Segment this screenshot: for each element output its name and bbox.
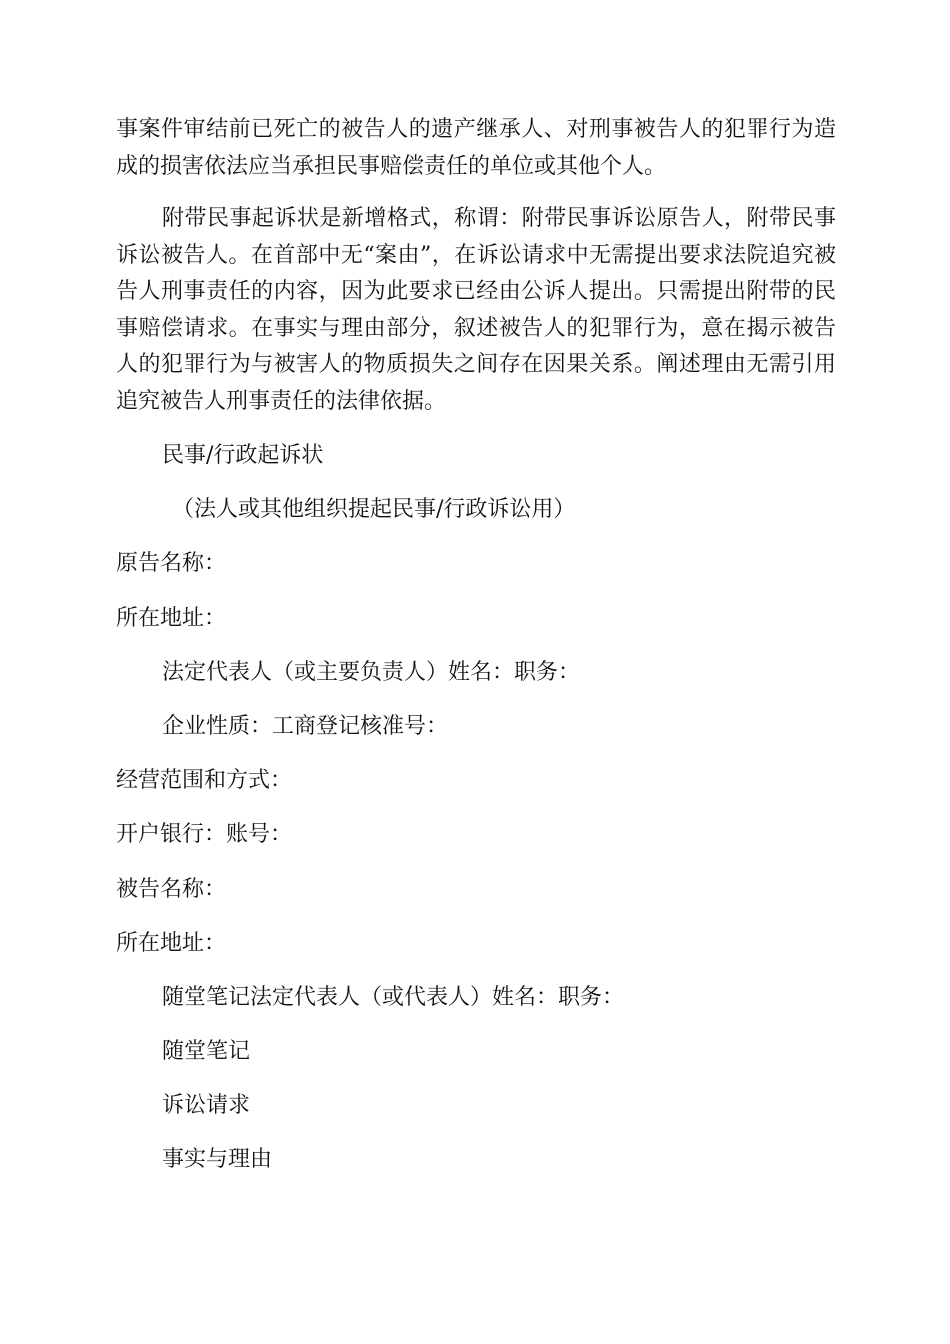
- field-defendant-representative: 随堂笔记法定代表人（或代表人）姓名：职务：: [162, 984, 625, 1010]
- field-business-scope: 经营范围和方式：: [116, 768, 293, 794]
- paragraph-incidental-civil-complaint: 附带民事起诉状是新增格式，称谓：附带民事诉讼原告人，附带民事诉讼被告人。在首部中无“案由”，在诉讼请求中无需提出要求法院追究被告人刑事责任的内容，因为此要求已经由公诉人提出。只需提出附带的民事赔偿请求。在事实与理由部分，叙述被告人的犯罪行为，意在揭示被告人的犯罪行为与被害人的物质损失之间存在因果关系。阐述理由无需引用追究被告人刑事责任的法律依据。: [116, 206, 836, 414]
- field-defendant-address: 所在地址：: [116, 930, 227, 956]
- form-subtitle: （法人或其他组织提起民事/行政诉讼用）: [172, 497, 576, 523]
- section-claims: 诉讼请求: [162, 1093, 251, 1119]
- field-legal-representative: 法定代表人（或主要负责人）姓名：职务：: [162, 659, 581, 685]
- field-bank-account: 开户银行：账号：: [116, 822, 293, 848]
- form-title: 民事/行政起诉状: [162, 443, 324, 468]
- section-facts-reasons: 事实与理由: [162, 1147, 273, 1173]
- section-notes: 随堂笔记: [162, 1039, 251, 1065]
- document-page: [116, 112, 836, 1197]
- field-plaintiff-name: 原告名称：: [116, 551, 227, 577]
- paragraph-continuation: 事案件审结前已死亡的被告人的遗产继承人、对刑事被告人的犯罪行为造成的损害依法应当承担民事赔偿责任的单位或其他个人。: [116, 117, 836, 179]
- field-defendant-name: 被告名称：: [116, 876, 227, 902]
- field-plaintiff-address: 所在地址：: [116, 605, 227, 631]
- field-enterprise-type: 企业性质：工商登记核准号：: [162, 713, 449, 739]
